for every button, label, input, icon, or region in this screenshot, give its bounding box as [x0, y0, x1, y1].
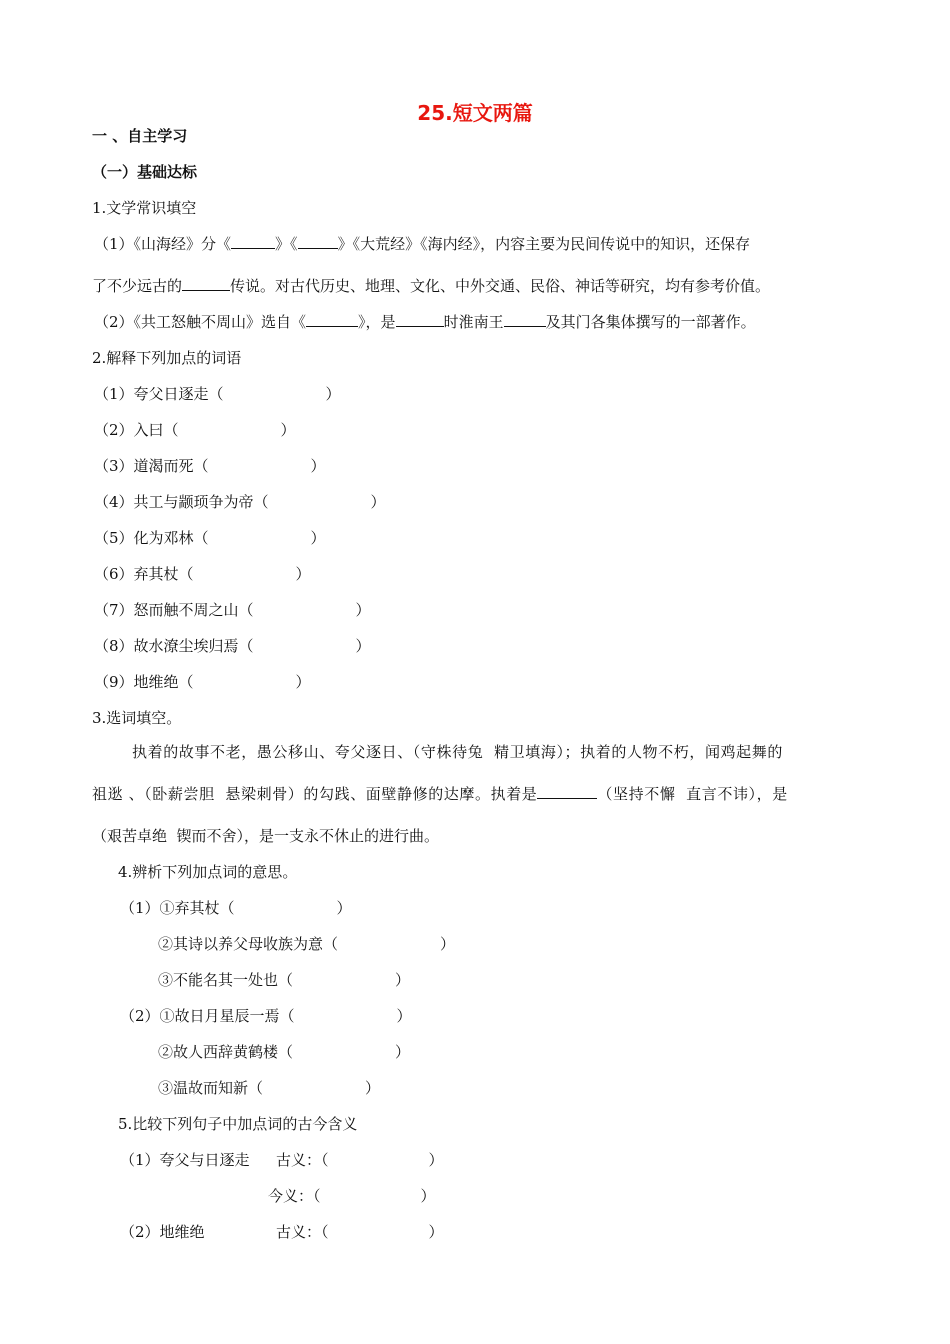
fill-blank[interactable] — [298, 234, 338, 249]
question-5-heading: 5.比较下列句子中加点词的古今含义 — [118, 1115, 358, 1133]
fill-blank[interactable] — [182, 276, 230, 291]
question-1-line-1 — [94, 234, 750, 254]
item-text: ②其诗以养父母收族为意（ — [158, 935, 339, 953]
fill-blank[interactable] — [231, 234, 275, 249]
item-text: （3）道渴而死（ — [94, 457, 209, 475]
modern-meaning — [268, 1186, 436, 1206]
list-item — [120, 898, 352, 918]
list-item — [158, 1078, 380, 1098]
ancient-meaning — [276, 1222, 444, 1242]
text-segment: 传说。对古代历史、地理、文化、中外交通、民俗、神话等研究，均有参考价值。 — [230, 277, 771, 295]
question-4-heading: 4.辨析下列加点词的意思。 — [118, 863, 298, 881]
item-text: （6）弃其杖（ — [94, 565, 194, 583]
close-paren: ） — [370, 493, 386, 511]
close-paren: ） — [395, 971, 411, 989]
item-text: ③不能名其一处也（ — [158, 971, 294, 989]
close-paren: ） — [295, 565, 311, 583]
question-1-line-2 — [92, 276, 770, 296]
item-text: ③温故而知新（ — [158, 1079, 264, 1097]
text-segment: 祖逖 、（卧薪尝胆 悬梁刺骨）的勾践、面壁静修的达摩。执着是 — [92, 785, 538, 803]
section-heading: 一 、自主学习 — [92, 127, 188, 145]
close-paren: ） — [310, 529, 326, 547]
close-paren: ） — [355, 637, 371, 655]
close-paren: ） — [365, 1079, 381, 1097]
fill-blank[interactable] — [537, 784, 597, 799]
subsection-heading: （一）基础达标 — [92, 163, 198, 181]
item-text: （2）地维绝 — [120, 1223, 205, 1241]
list-item — [94, 420, 296, 440]
close-paren: ） — [295, 673, 311, 691]
close-paren: ） — [395, 1043, 411, 1061]
close-paren: ） — [336, 899, 352, 917]
item-text: （1）①弃其杖（ — [120, 899, 235, 917]
list-item — [94, 600, 371, 620]
text-segment: 》，是 — [358, 313, 396, 331]
ancient-meaning — [276, 1150, 444, 1170]
label-text: 古义：（ — [276, 1151, 329, 1169]
question-3-line-1: 执着的故事不老，愚公移山、夸父逐日、（守株待兔 精卫填海）；执着的人物不朽，闻鸡起舞的 — [132, 743, 783, 761]
question-3-heading: 3.选词填空。 — [92, 709, 182, 727]
fill-blank[interactable] — [504, 312, 546, 327]
list-item — [94, 672, 311, 692]
item-text: （4）共工与颛顼争为帝（ — [94, 493, 269, 511]
text-segment: （坚持不懈 直言不讳），是 — [597, 785, 788, 803]
label-text: 今义：（ — [268, 1187, 321, 1205]
item-text: （8）故水潦尘埃归焉（ — [94, 637, 254, 655]
compare-row — [120, 1150, 250, 1170]
text-segment: 》《大荒经》《海内经》，内容主要为民间传说中的知识，还保存 — [337, 235, 751, 253]
list-item — [94, 492, 386, 512]
list-item — [158, 1042, 410, 1062]
fill-blank[interactable] — [306, 312, 358, 327]
question-1-heading: 1.文学常识填空 — [92, 199, 197, 217]
text-segment: 及其门各集体撰写的一部著作。 — [545, 313, 756, 331]
text-segment: 了不少远古的 — [92, 277, 183, 295]
fill-blank[interactable] — [396, 312, 444, 327]
close-paren: ） — [355, 601, 371, 619]
item-text: （7）怒而触不周之山（ — [94, 601, 254, 619]
close-paren: ） — [420, 1187, 436, 1205]
text-segment: 》《 — [275, 235, 298, 253]
list-item — [158, 970, 410, 990]
close-paren: ） — [440, 935, 456, 953]
list-item — [120, 1006, 412, 1026]
list-item — [158, 934, 455, 954]
item-text: （1）夸父与日逐走 — [120, 1151, 250, 1169]
close-paren: ） — [280, 421, 296, 439]
list-item — [94, 456, 326, 476]
label-text: 古义：（ — [276, 1223, 329, 1241]
compare-row — [120, 1222, 205, 1242]
question-1-line-3 — [94, 312, 756, 332]
item-text: （9）地维绝（ — [94, 673, 194, 691]
page-title: 25.短文两篇 — [417, 101, 533, 125]
close-paren: ） — [396, 1007, 412, 1025]
text-segment: （1）《山海经》分《 — [94, 235, 232, 253]
list-item — [94, 564, 311, 584]
item-text: （2）①故日月星辰一焉（ — [120, 1007, 295, 1025]
item-text: （5）化为邓林（ — [94, 529, 209, 547]
close-paren: ） — [428, 1151, 444, 1169]
text-segment: 时淮南王 — [443, 313, 504, 331]
item-text: ②故人西辞黄鹤楼（ — [158, 1043, 294, 1061]
item-text: （2）入曰（ — [94, 421, 179, 439]
close-paren: ） — [325, 385, 341, 403]
question-3-line-2 — [92, 784, 788, 804]
list-item — [94, 384, 341, 404]
close-paren: ） — [310, 457, 326, 475]
text-segment: （2）《共工怒触不周山》选自《 — [94, 313, 307, 331]
list-item — [94, 636, 371, 656]
item-text: （1）夸父日逐走（ — [94, 385, 224, 403]
close-paren: ） — [428, 1223, 444, 1241]
list-item — [94, 528, 326, 548]
question-2-heading: 2.解释下列加点的词语 — [92, 349, 242, 367]
question-3-line-3: （艰苦卓绝 锲而不舍），是一支永不休止的进行曲。 — [92, 827, 440, 845]
